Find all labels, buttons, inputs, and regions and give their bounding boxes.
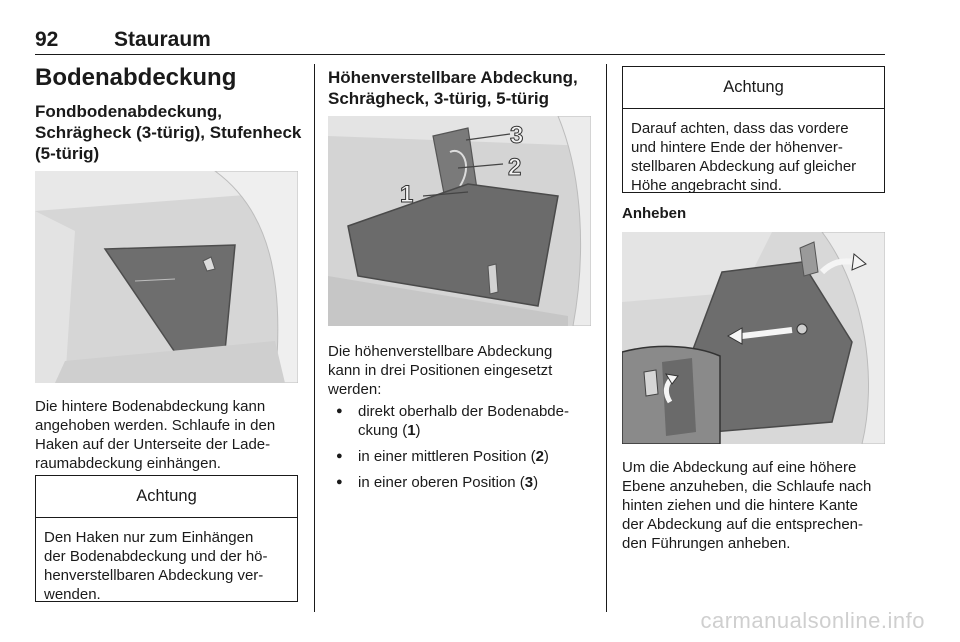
adjustable-cover-paragraph [328,342,598,399]
caution-title: Achtung [623,67,884,109]
text-line: und hintere Ende der höhenver- [631,139,843,156]
heading-line: Fondbodenabdeckung, [35,102,222,121]
page-number: 92 [35,28,59,51]
text-line: Ebene anzuheben, die Schlaufe nach [622,478,872,495]
callout-1: 1 [400,181,414,208]
text-line: angehoben werden. Schlaufe in den [35,417,276,434]
floor-cover-paragraph [35,397,305,473]
text-line: der Bodenabdeckung und der hö- [44,548,268,565]
list-item [328,473,598,492]
adjustable-cover-heading [328,67,578,109]
adjustable-cover-illustration [328,116,591,326]
text-line: werden: [328,381,382,398]
caution-box-level [622,66,885,193]
lift-cover-illustration [622,232,885,444]
text-line: Die höhenverstellbare Abdeckung [328,343,553,360]
lift-paragraph [622,458,892,553]
lift-cover-drawing [622,232,885,444]
heading-line: Schrägheck (3-türig), Stufenheck [35,123,302,142]
text-line [358,473,598,492]
caution-box-hook [35,475,298,602]
text-line [358,421,598,440]
text-line: Den Haken nur zum Einhängen [44,529,254,546]
ref-number: 3 [524,474,534,491]
adjustable-cover-drawing [328,116,591,326]
text-line [358,447,598,466]
text-segment: ) [543,448,549,465]
column-divider-1 [314,64,315,612]
text-line: stellbaren Abdeckung auf gleicher [631,158,857,175]
caution-text [36,518,297,614]
text-line: Die hintere Bodenabdeckung kann [35,398,266,415]
text-line: der Abdeckung auf die entsprechen- [622,516,864,533]
heading-line: Höhenverstellbare Abdeckung, [328,68,578,87]
header-rule [35,54,885,55]
list-item [328,402,598,440]
text-segment: ) [533,474,539,491]
ref-number: 1 [407,422,416,439]
text-line: Haken auf der Unterseite der Lade- [35,436,271,453]
subsection-heading [35,101,301,164]
text-line: ● direkt oberhalb der Bodenabde- [358,403,569,420]
position-list [328,402,598,499]
text-line: den Führungen anheben. [622,535,791,552]
text-line: Um die Abdeckung auf eine höhere [622,459,857,476]
caution-text [623,109,884,205]
text-line: Darauf achten, dass das vordere [631,120,849,137]
callout-3: 3 [510,122,524,149]
lift-subheading: Anheben [622,205,687,222]
heading-line: Schrägheck, 3-türig, 5-türig [328,89,550,108]
caution-title: Achtung [36,476,297,518]
text-line: kann in drei Positionen eingesetzt [328,362,553,379]
text-line: Höhe angebracht sind. [631,177,782,194]
text-segment: ckung ( [358,422,408,439]
floor-cover-drawing [35,171,298,383]
ref-number: 2 [535,448,544,465]
callout-2: 2 [508,154,522,181]
text-line: raumabdeckung einhängen. [35,455,221,472]
text-line: henverstellbaren Abdeckung ver- [44,567,264,584]
text-segment: in einer mittleren Position ( [358,448,536,465]
text-line: wenden. [44,586,101,603]
chapter-title: Stauraum [114,28,211,51]
text-segment: ) [415,422,421,439]
list-item [328,447,598,466]
text-line: hinten ziehen und die hintere Kante [622,497,859,514]
section-heading: Bodenabdeckung [35,64,237,91]
text-segment: in einer oberen Position ( [358,474,525,491]
floor-cover-illustration [35,171,298,383]
column-divider-2 [606,64,607,612]
heading-line: (5-türig) [35,144,100,163]
watermark-text: carmanualsonline.info [700,608,925,633]
